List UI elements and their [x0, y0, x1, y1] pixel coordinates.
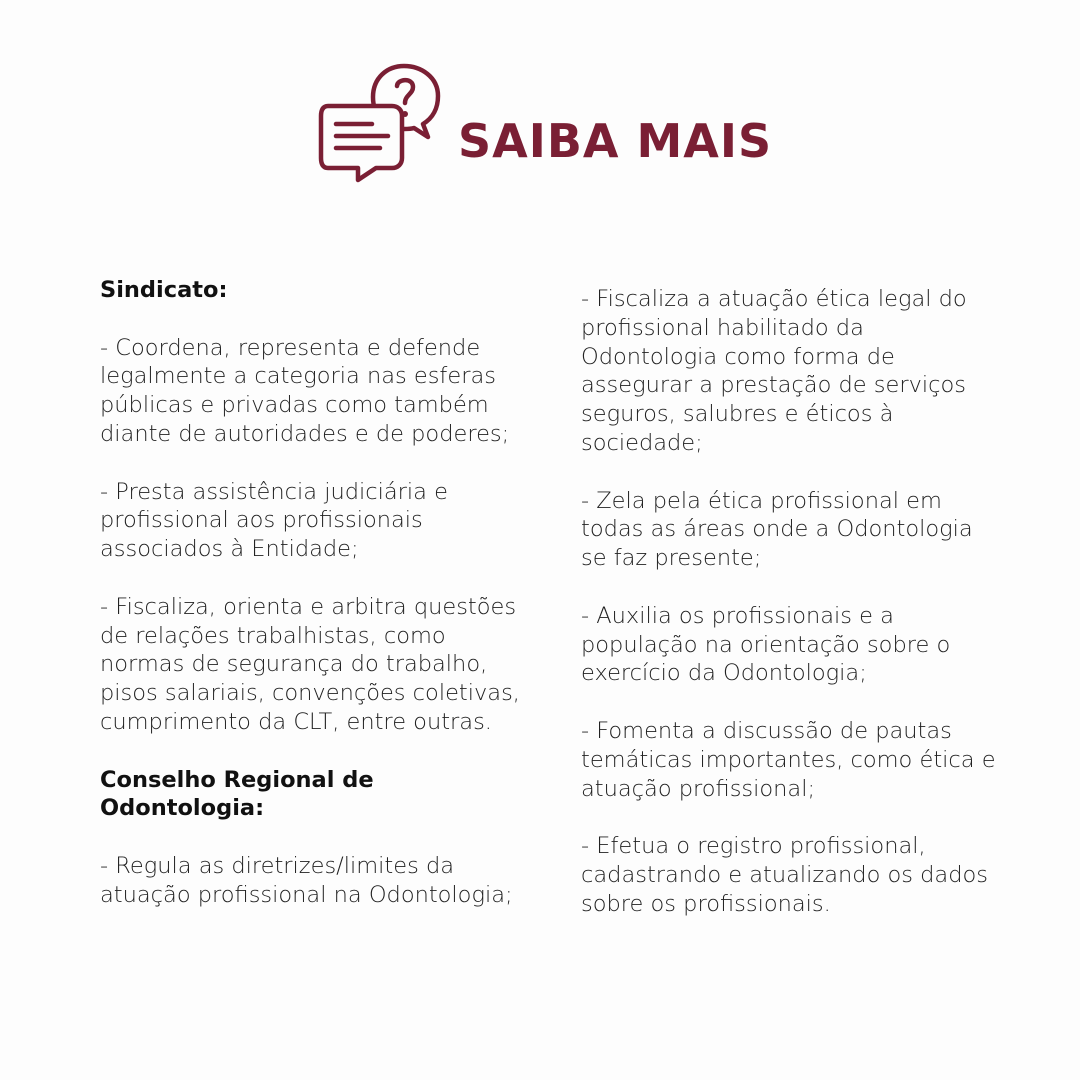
page-title: SAIBA MAIS [458, 114, 773, 168]
sindicato-item-1: - Coordena, representa e defende legalmente a categoria nas esferas públicas e privadas como também diante de autoridades e de poderes; [100, 334, 510, 447]
conselho-item-3: - Zela pela ética profissional em todas as áreas onde a Odontologia se faz presente; [581, 487, 973, 572]
right-column [581, 285, 1001, 919]
sindicato-item-2: - Presta assistência judiciária e profissional aos profissionais associados à Entidade; [100, 478, 448, 563]
sindicato-item-3: - Fiscaliza, orienta e arbitra questões de relações trabalhistas, como normas de segurança do trabalho, pisos salariais, convenções coletivas, cumprimento da CLT, entre outras. [100, 593, 520, 735]
conselho-item-2: - Fiscaliza a atuação ética legal do profissional habilitado da Odontologia como forma de assegurar a prestação de serviços seguros, salubres e éticos à sociedade; [581, 286, 967, 456]
conselho-item-5: - Fomenta a discussão de pautas temáticas importantes, como ética e atuação profissional; [581, 717, 996, 802]
conselho-item-1: - Regula as diretrizes/limites da atuação profissional na Odontologia; [100, 852, 513, 908]
conselho-item-6: - Efetua o registro profissional, cadastrando e atualizando os dados sobre os profissionais. [581, 833, 988, 917]
header [318, 62, 773, 184]
conselho-item-4: - Auxilia os profissionais e a população na orientação sobre o exercício da Odontologia; [581, 602, 951, 687]
conselho-heading: Conselho Regional de Odontologia: [100, 766, 374, 822]
chat-question-icon [318, 62, 442, 184]
sindicato-heading: Sindicato: [100, 277, 228, 303]
left-column [100, 276, 520, 910]
